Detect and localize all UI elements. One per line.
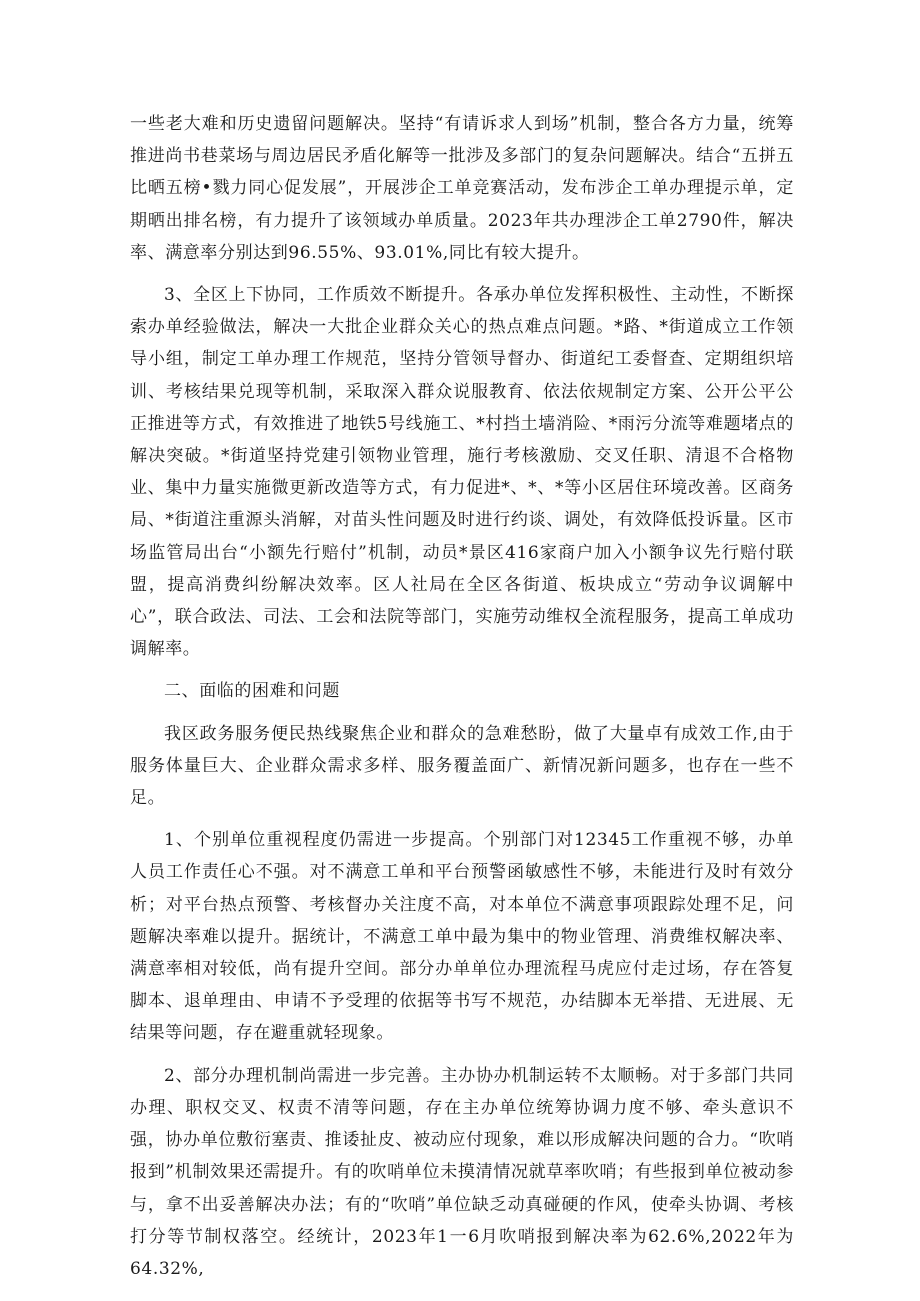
section-heading-difficulties: 二、面临的困难和问题 xyxy=(164,681,340,702)
paragraph-continuation: 一些老大难和历史遗留问题解决。坚持“有请诉求人到场”机制，整合各方力量，统筹推进尚书巷菜场与周边居民矛盾化解等一批涉及多部门的复杂问题解决。结合“五拼五比晒五榜•戮力同心促发展”，开展涉企工单竞赛活动，发布涉企工单办理提示单，定期晒出排名榜，有力提升了该领域办单质量。2023年共办理涉企工单2790件，解决率、满意率分别达到96.55%、93.01%,同比有较大提升。 xyxy=(130,114,794,263)
paragraph-intro: 我区政务服务便民热线聚焦企业和群众的急难愁盼，做了大量卓有成效工作,由于服务体量巨大、企业群众需求多样、服务覆盖面广、新情况新问题多，也存在一些不足。 xyxy=(130,723,794,809)
paragraph-item-2: 2、部分办理机制尚需进一步完善。主办协办机制运转不太顺畅。对于多部门共同办理、职权交叉、权责不清等问题，存在主办单位统筹协调力度不够、牵头意识不强，协办单位敷衍塞责、推诿扯皮、被动应付现象，难以形成解决问题的合力。“吹哨报到”机制效果还需提升。有的吹哨单位未摸清情况就草率吹哨；有些报到单位被动参与，拿不出妥善解决办法；有的“吹哨”单位缺乏动真碰硬的作风，使牵头协调、考核打分等节制权落空。经统计，2023年1一6月吹哨报到解决率为62.6%,2022年为64.32%, xyxy=(130,1065,794,1279)
document-body xyxy=(130,108,794,1295)
paragraph-item-3: 3、全区上下协同，工作质效不断提升。各承办单位发挥积极性、主动性，不断探索办单经验做法，解决一大批企业群众关心的热点难点问题。*路、*街道成立工作领导小组，制定工单办理工作规范，坚持分管领导督办、街道纪工委督查、定期组织培训、考核结果兑现等机制，采取深入群众说服教育、依法依规制定方案、公开公平公正推进等方式，有效推进了地铁5号线施工、*村挡土墙消险、*雨污分流等难题堵点的解决突破。*街道坚持党建引领物业管理，施行考核激励、交叉任职、清退不合格物业、集中力量实施微更新改造等方式，有力促进*、*、*等小区居住环境改善。区商务局、*街道注重源头消解，对苗头性问题及时进行约谈、调处，有效降低投诉量。区市场监管局出台“小额先行赔付”机制，动员*景区416家商户加入小额争议先行赔付联盟，提高消费纠纷解决效率。区人社局在全区各街道、板块成立“劳动争议调解中心”，联合政法、司法、工会和法院等部门，实施劳动维权全流程服务，提高工单成功调解率。 xyxy=(130,285,794,660)
paragraph-item-1: 1、个别单位重视程度仍需进一步提高。个别部门对12345工作重视不够，办单人员工作责任心不强。对不满意工单和平台预警函敏感性不够，未能进行及时有效分析；对平台热点预警、考核督办关注度不高，对本单位不满意事项跟踪处理不足，问题解决率难以提升。据统计，不满意工单中最为集中的物业管理、消费维权解决率、满意率相对较低，尚有提升空间。部分办单单位办理流程马虎应付走过场，存在答复脚本、退单理由、申请不予受理的依据等书写不规范，办结脚本无举措、无进展、无结果等问题，存在避重就轻现象。 xyxy=(130,830,794,1044)
